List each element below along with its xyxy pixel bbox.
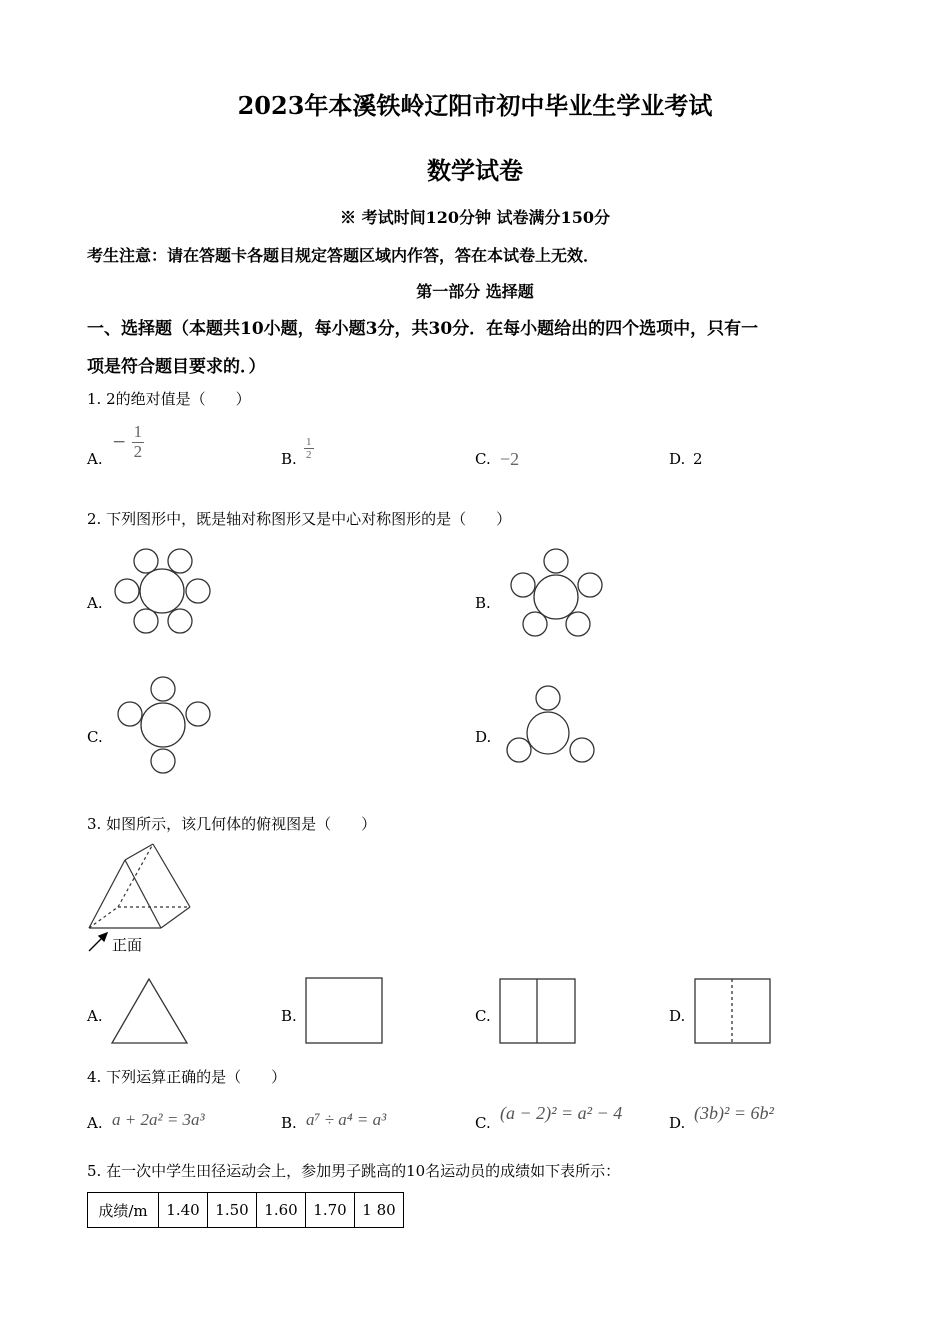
table-cell: 1.70 — [306, 1193, 355, 1228]
q3-option-a-label: A. — [87, 1007, 103, 1025]
q2c-small-circle — [186, 702, 210, 726]
q2b-small-circle — [566, 612, 590, 636]
q3-prism-figure — [85, 842, 200, 957]
q2-option-d-label: D. — [475, 728, 492, 746]
q2-figure-c — [110, 675, 220, 775]
q1-option-a-label: A. — [87, 450, 103, 468]
q3-figure-a-triangle — [110, 977, 190, 1045]
q3-option-c-label: C. — [475, 1007, 491, 1025]
q2d-small-circle — [570, 738, 594, 762]
question-3-stem: 3. 如图所示，该几何体的俯视图是（ ） — [87, 815, 377, 833]
q2-figure-d — [500, 680, 610, 770]
table-cell: 1.50 — [208, 1193, 257, 1228]
q2a-center-circle — [140, 569, 184, 613]
q1-option-a-value — [112, 423, 144, 461]
question-5-stem: 5. 在一次中学生田径运动会上，参加男子跳高的10名运动员的成绩如下表所示： — [87, 1162, 621, 1180]
table-row — [88, 1193, 404, 1228]
q2b-small-circle — [511, 573, 535, 597]
table-header-cell: 成绩/m — [88, 1193, 159, 1228]
q4-option-c-expression: (a − 2)² = a² − 4 — [500, 1103, 623, 1123]
q3-figure-c-split-rectangle — [499, 978, 579, 1046]
exam-info: ※ 考试时间120分钟 试卷满分150分 — [340, 208, 610, 227]
q1-option-a-numerator: 1 — [133, 422, 143, 441]
q1-option-c-value: −2 — [500, 449, 520, 469]
q2-option-b-label: B. — [475, 594, 491, 612]
q4-option-b-label: B. — [281, 1114, 297, 1132]
q1-option-c-label: C. — [475, 450, 491, 468]
q2a-small-circle — [134, 549, 158, 573]
exam-subtitle: 数学试卷 — [427, 156, 523, 185]
q3-figure-d-dashed-rectangle — [694, 978, 774, 1046]
q2a-small-circle — [168, 609, 192, 633]
q3-front-label: 正面 — [112, 936, 143, 954]
q2-figure-b — [500, 545, 610, 640]
q5-score-table — [87, 1192, 404, 1228]
q2-option-a-label: A. — [87, 594, 103, 612]
q2-figure-a — [110, 545, 220, 640]
q1-option-b-value — [304, 436, 314, 461]
q2c-small-circle — [151, 749, 175, 773]
q4-option-d-expression: (3b)² = 6b² — [694, 1103, 774, 1123]
table-cell: 1.60 — [257, 1193, 306, 1228]
q2d-small-circle — [536, 686, 560, 710]
q4-option-a-expression: a + 2a² = 3a³ — [112, 1110, 205, 1129]
q1-option-d-label: D. — [669, 450, 686, 468]
question-4-stem: 4. 下列运算正确的是（ ） — [87, 1068, 287, 1086]
q2a-small-circle — [168, 549, 192, 573]
q1-option-a-sign: − — [112, 432, 127, 453]
q2-option-c-label: C. — [87, 728, 103, 746]
section-instruction-line1: 一、选择题（本题共10小题，每小题3分，共30分．在每小题给出的四个选项中，只有一 — [87, 319, 759, 339]
q2b-small-circle — [544, 549, 568, 573]
q4-option-d-label: D. — [669, 1114, 686, 1132]
q1-option-b-label: B. — [281, 450, 297, 468]
q4-option-b-expression: a⁷ ÷ a⁴ = a³ — [306, 1110, 387, 1129]
q1-option-a-denominator: 2 — [133, 441, 143, 461]
q1-option-a-fraction — [132, 423, 145, 461]
q3-figure-b-rectangle — [305, 977, 385, 1045]
part-title: 第一部分 选择题 — [416, 282, 534, 301]
section-instruction-line2: 项是符合题目要求的．） — [87, 357, 266, 377]
q4-option-a-label: A. — [87, 1114, 103, 1132]
q4-option-c-label: C. — [475, 1114, 491, 1132]
q3-option-b-label: B. — [281, 1007, 297, 1025]
notice: 考生注意：请在答题卡各题目规定答题区域内作答，答在本试卷上无效． — [87, 246, 600, 265]
exam-title: 2023年本溪铁岭辽阳市初中毕业生学业考试 — [237, 91, 713, 120]
q2a-small-circle — [134, 609, 158, 633]
q1-option-b-numerator: 1 — [306, 436, 312, 448]
table-cell: 1 80 — [355, 1193, 404, 1228]
q2c-small-circle — [118, 702, 142, 726]
question-2-stem: 2. 下列图形中，既是轴对称图形又是中心对称图形的是（ ） — [87, 510, 512, 528]
q2d-center-circle — [527, 712, 569, 754]
q1-option-b-denominator: 2 — [306, 449, 312, 462]
q2a-small-circle — [186, 579, 210, 603]
q2c-small-circle — [151, 677, 175, 701]
q2b-small-circle — [523, 612, 547, 636]
q2b-small-circle — [578, 573, 602, 597]
q2a-small-circle — [115, 579, 139, 603]
table-cell: 1.40 — [159, 1193, 208, 1228]
q1-option-d-value: 2 — [693, 450, 703, 468]
q3-option-d-label: D. — [669, 1007, 686, 1025]
q2d-small-circle — [507, 738, 531, 762]
question-1-stem: 1. 2的绝对值是（ ） — [87, 390, 251, 408]
q2b-center-circle — [534, 575, 578, 619]
front-direction-arrow-icon — [89, 933, 107, 951]
q2c-center-circle — [141, 703, 185, 747]
q1-option-b-fraction — [304, 436, 314, 461]
